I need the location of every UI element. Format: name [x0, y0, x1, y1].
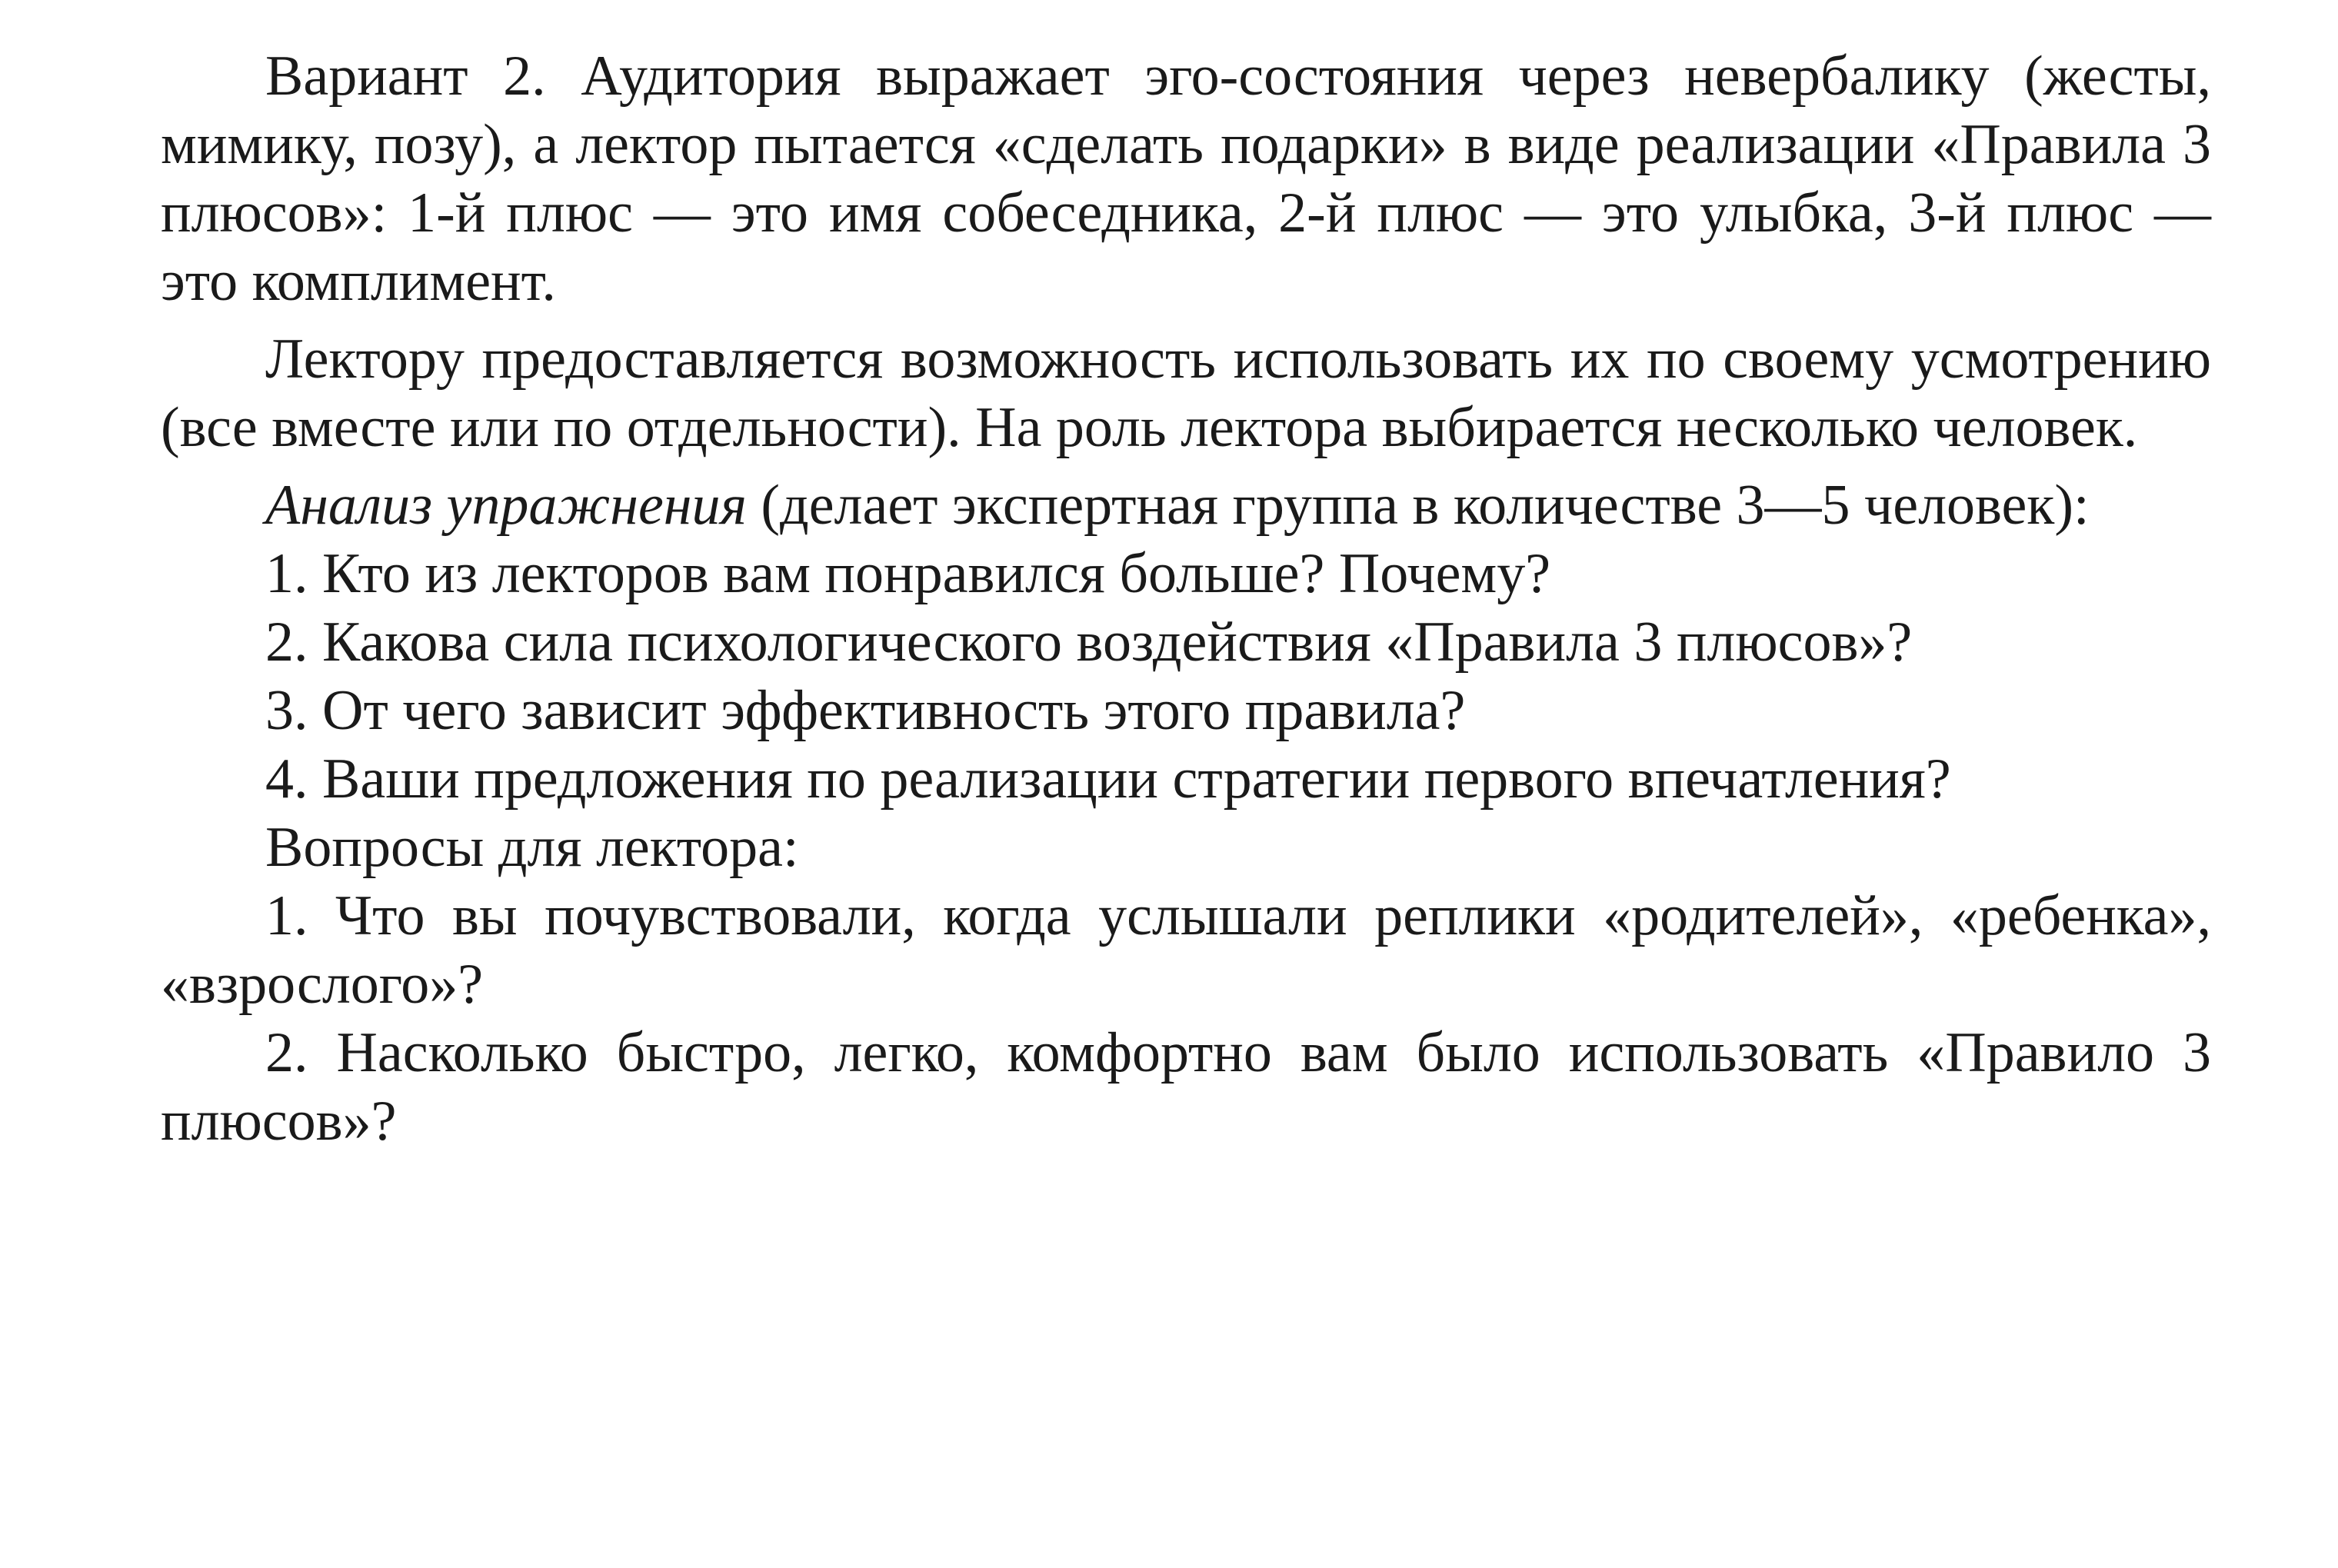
- analysis-heading: Анализ упражнения: [265, 474, 747, 537]
- lecturer-question: 2. Насколько быстро, легко, комфортно вам было использовать «Правило 3 плюсов»?: [161, 1021, 2211, 1153]
- analysis-question: 2. Какова сила психологического воздействия «Правила 3 плюсов»?: [265, 611, 1913, 674]
- variant-paragraph: Вариант 2. Аудитория выражает эго-состояния через невербалику (жесты, мимику, позу), а лектор пытается «сделать подарки» в виде реализации «Правила 3 плюсов»: 1-й плюс — это имя собеседника, 2-й плюс — это улыбка, 3-й плюс — это комплимент.: [161, 45, 2211, 313]
- lecturer-paragraph: Лектору предоставляется возможность использовать их по своему усмотрению (все вместе или по отдельности). На роль лектора выбирается несколько человек.: [161, 328, 2211, 459]
- analysis-question: 4. Ваши предложения по реализации стратегии первого впечатления?: [265, 747, 1951, 811]
- lecturer-question: 1. Что вы почувствовали, когда услышали реплики «родителей», «ребенка», «взрослого»?: [161, 884, 2211, 1016]
- lecturer-questions-heading: Вопросы для лектора:: [265, 816, 799, 879]
- document-page: [161, 42, 2211, 1526]
- analysis-question: 1. Кто из лекторов вам понравился больше? Почему?: [265, 542, 1551, 605]
- analysis-note: (делает экспертная группа в количестве 3—5 человек):: [761, 474, 2090, 537]
- analysis-question: 3. От чего зависит эффективность этого правила?: [265, 679, 1466, 742]
- analysis-intro: [161, 471, 2211, 540]
